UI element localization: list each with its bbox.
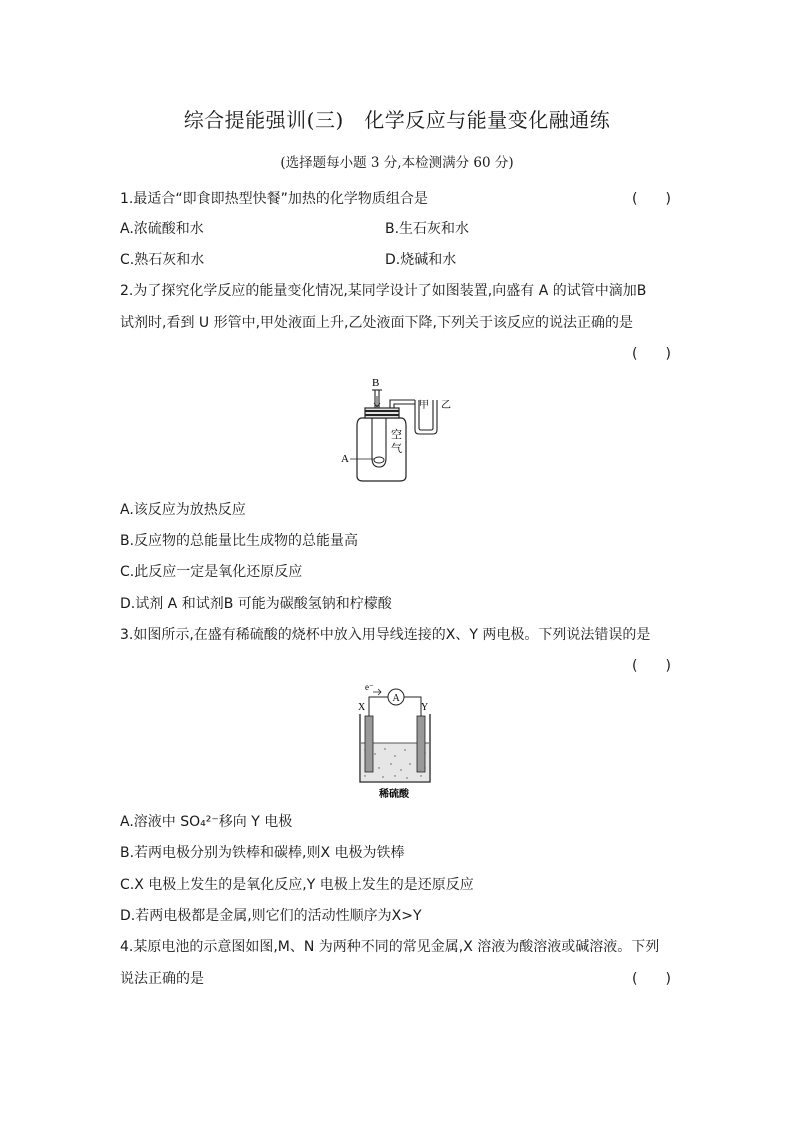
q1-option-c: C.熟石灰和水: [120, 252, 205, 268]
q4-stem-line1: 4.某原电池的示意图如图,M、N 为两种不同的常见金属,X 溶液为酸溶液或碱溶液。下列: [120, 939, 660, 955]
label-qi: 气: [391, 443, 402, 455]
q3-stem: 3.如图所示,在盛有稀硫酸的烧杯中放入用导线连接的X、Y 两电极。下列说法错误的是: [120, 627, 651, 643]
q4-answer-bracket: ( ): [632, 971, 671, 987]
q1-option-b: B.生石灰和水: [385, 221, 470, 237]
label-a: A: [341, 453, 349, 465]
label-x: X: [358, 702, 366, 713]
q1-answer-bracket: ( ): [632, 191, 671, 207]
label-yi: 乙: [441, 400, 451, 411]
label-ammeter: A: [392, 693, 400, 704]
page-subtitle: (选择题每小题 3 分,本检测满分 60 分): [280, 155, 514, 171]
q3-option-c: C.X 电极上发生的是氧化反应,Y 电极上发生的是还原反应: [120, 877, 474, 893]
stopper: [365, 408, 399, 418]
electrode-y: [417, 716, 425, 772]
label-dilute-sulfuric-acid: 稀硫酸: [379, 789, 409, 800]
label-electron: e⁻: [365, 682, 374, 692]
electrode-x: [365, 716, 373, 772]
q3-option-a: A.溶液中 SO₄²⁻移向 Y 电极: [120, 814, 293, 830]
label-jia: 甲: [419, 400, 429, 411]
q3-answer-bracket: ( ): [632, 658, 671, 674]
label-kong: 空: [391, 429, 402, 441]
page-title: 综合提能强训(三) 化学反应与能量变化融通练: [183, 108, 611, 132]
q3-electrolysis-figure: [355, 680, 445, 802]
q1-option-d: D.烧碱和水: [385, 252, 457, 268]
q4-stem-line2: 说法正确的是: [120, 971, 204, 987]
q1-stem: 1.最适合“即食即热型快餐”加热的化学物质组合是: [120, 191, 428, 207]
q2-option-b: B.反应物的总能量比生成物的总能量高: [120, 533, 359, 549]
q2-answer-bracket: ( ): [632, 346, 671, 362]
q2-option-c: C.此反应一定是氧化还原反应: [120, 564, 303, 580]
q2-option-d: D.试剂 A 和试剂B 可能为碳酸氢钠和柠檬酸: [120, 596, 392, 612]
q2-apparatus-figure: [335, 372, 465, 484]
label-b: B: [372, 377, 380, 389]
q3-option-d: D.若两电极都是金属,则它们的活动性顺序为X>Y: [120, 908, 422, 924]
q1-option-a: A.浓硫酸和水: [120, 221, 204, 237]
q3-option-b: B.若两电极分别为铁棒和碳棒,则X 电极为铁棒: [120, 845, 405, 861]
q2-stem-line1: 2.为了探究化学反应的能量变化情况,某同学设计了如图装置,向盛有 A 的试管中滴加B: [120, 283, 647, 299]
q2-stem-line2: 试剂时,看到 U 形管中,甲处液面上升,乙处液面下降,下列关于该反应的说法正确的是: [120, 315, 633, 331]
q2-option-a: A.该反应为放热反应: [120, 502, 246, 518]
label-y: Y: [421, 702, 429, 713]
